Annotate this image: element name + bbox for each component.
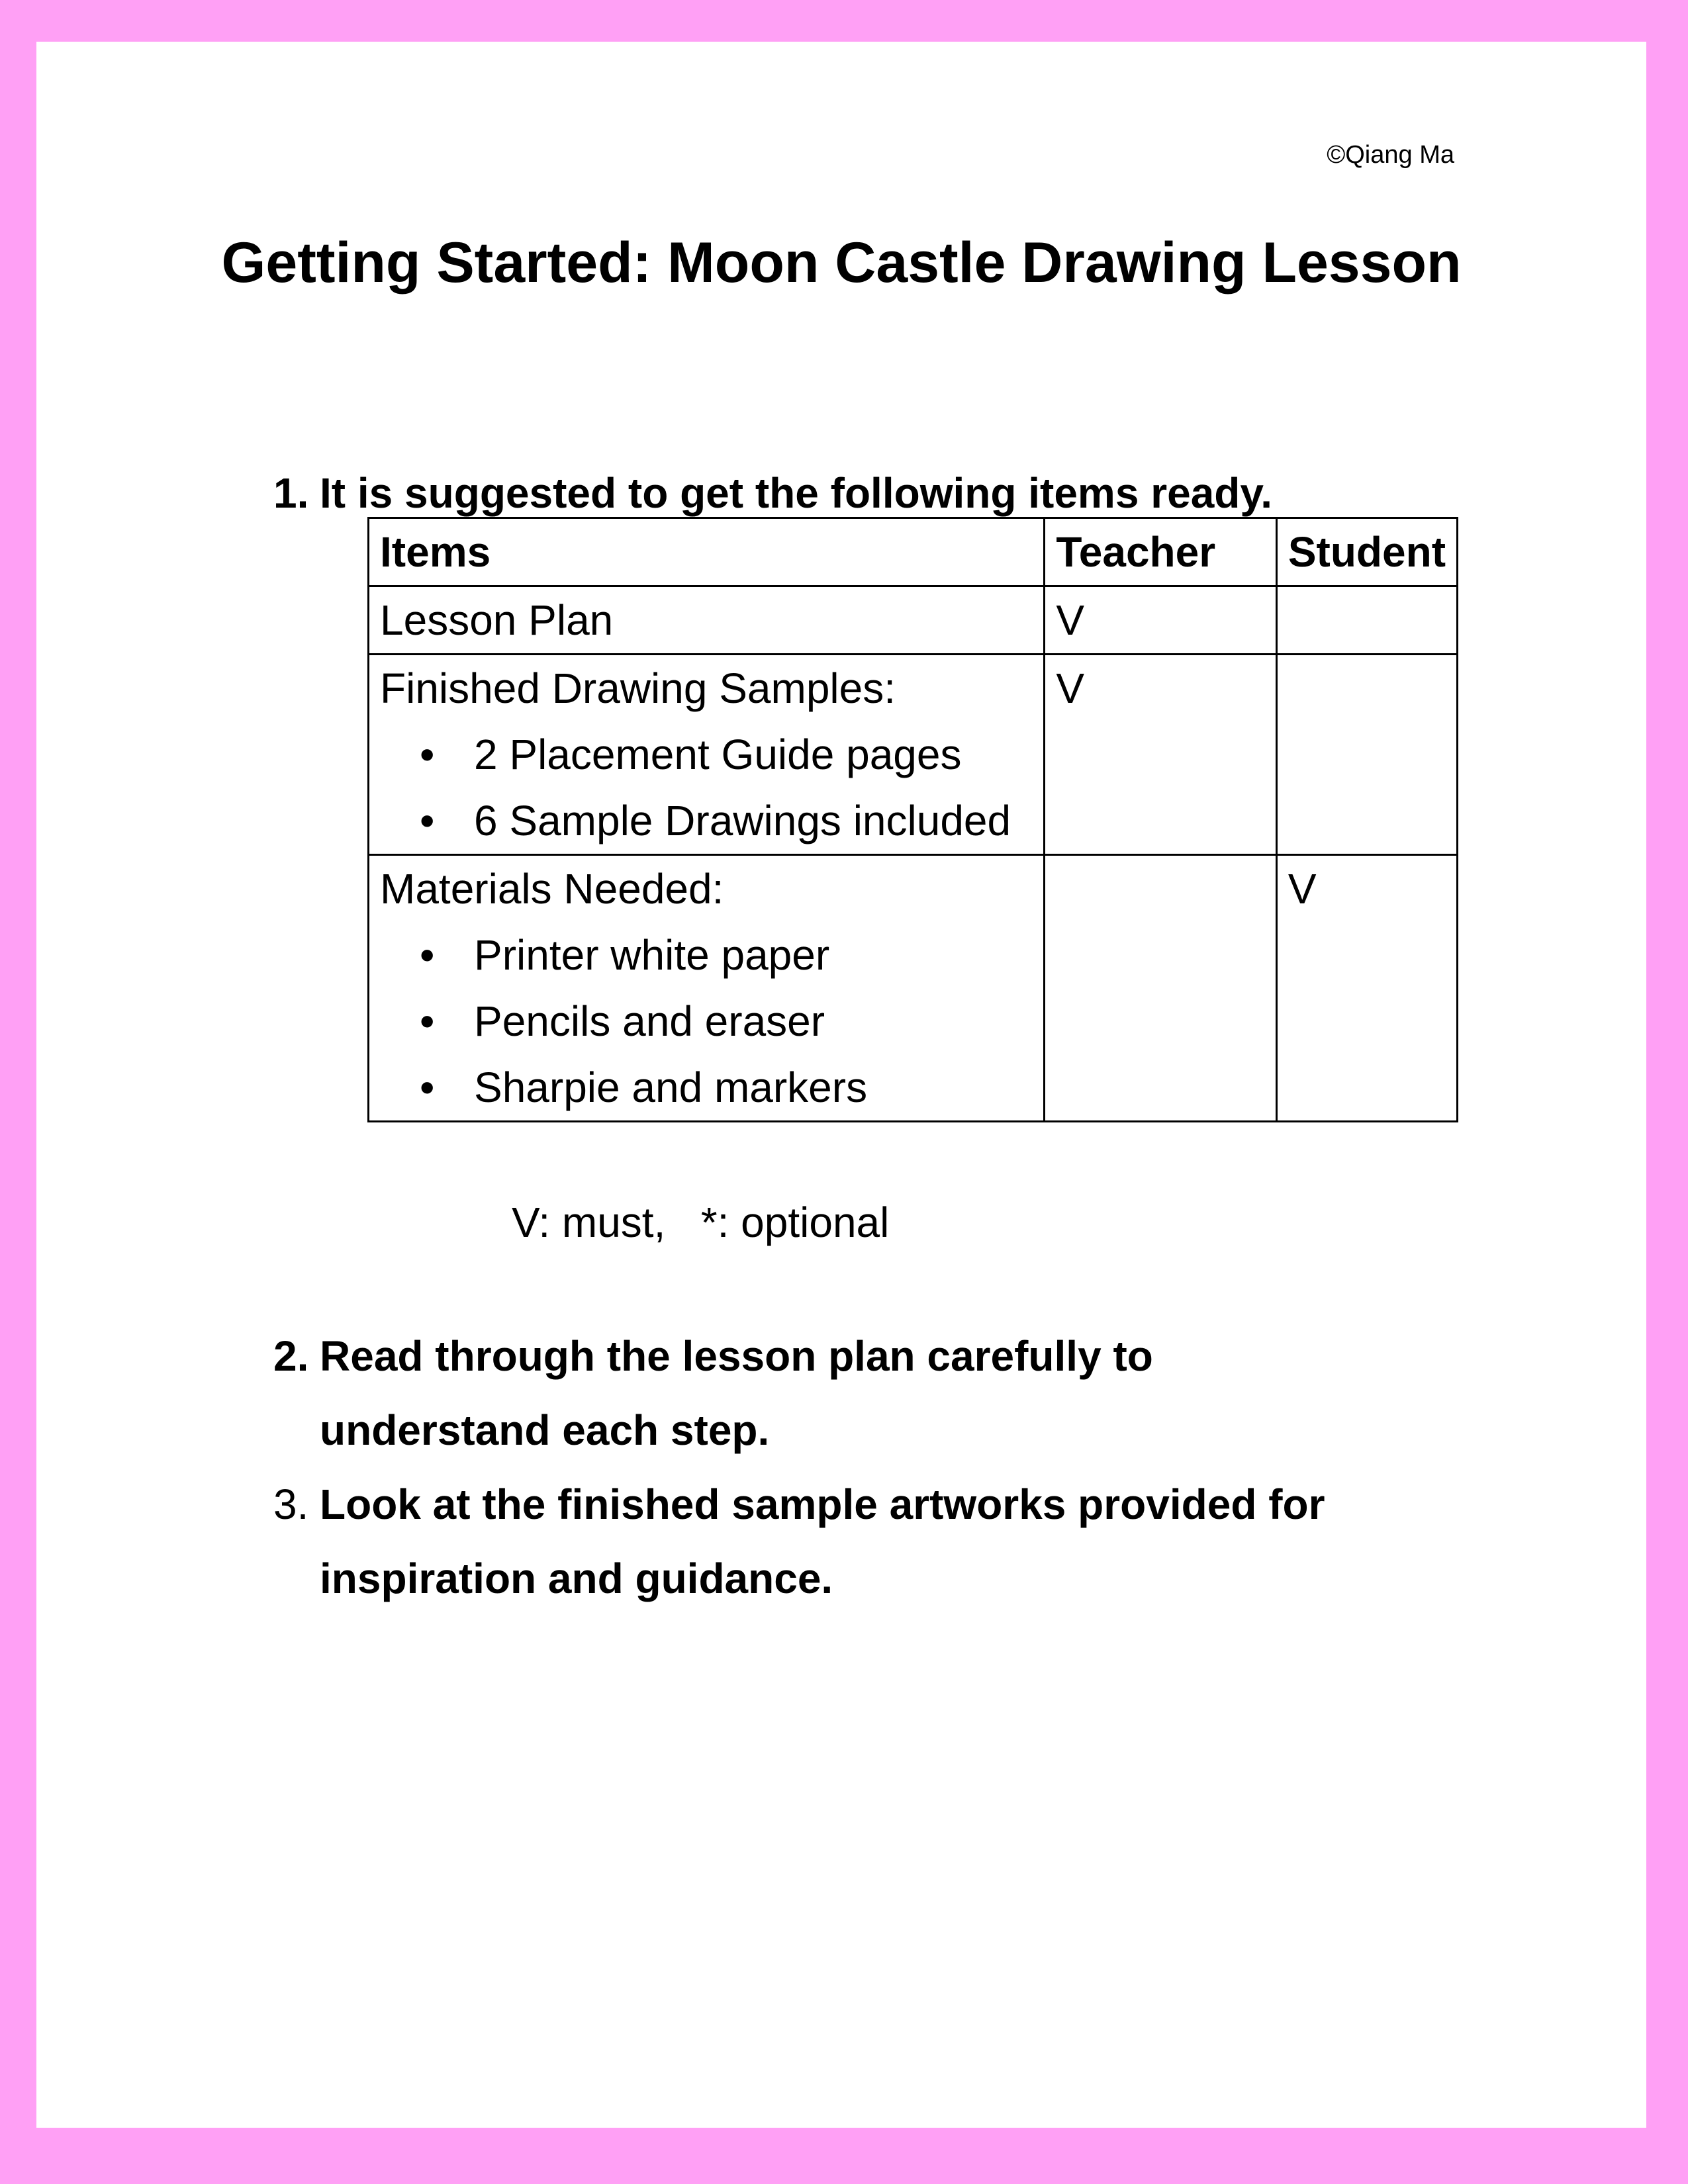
step-text: It is suggested to get the following items ready. xyxy=(320,469,1272,517)
legend-optional: *: optional xyxy=(700,1199,890,1246)
header-student: Student xyxy=(1276,518,1457,586)
row-teacher-mark xyxy=(1045,855,1276,1122)
table-legend xyxy=(512,1189,889,1255)
table-header-row xyxy=(369,518,1458,586)
table-row xyxy=(369,655,1458,855)
list-item: • 6 Sample Drawings included xyxy=(420,788,1033,854)
step-text-line: Read through the lesson plan carefully to xyxy=(320,1332,1153,1380)
row-item-label: Materials Needed: xyxy=(380,865,724,913)
row-item xyxy=(369,855,1045,1122)
table-row xyxy=(369,586,1458,655)
header-teacher: Teacher xyxy=(1045,518,1276,586)
row-student-mark: V xyxy=(1276,855,1457,1122)
legend-must: V: must, xyxy=(512,1199,666,1246)
list-item: • Sharpie and markers xyxy=(420,1054,1033,1120)
step-number: 3. xyxy=(273,1480,309,1528)
row-item-label: Finished Drawing Samples: xyxy=(380,664,896,712)
page-title: Getting Started: Moon Castle Drawing Lesson xyxy=(221,231,1462,295)
step-text-line: Look at the finished sample artworks provided for xyxy=(320,1480,1325,1528)
table-row xyxy=(369,855,1458,1122)
header-items: Items xyxy=(369,518,1045,586)
list-item: • Printer white paper xyxy=(420,922,1033,988)
items-table xyxy=(367,517,1458,1122)
list-item: • 2 Placement Guide pages xyxy=(420,721,1033,788)
copyright-notice: ©Qiang Ma xyxy=(1327,141,1454,169)
step-text xyxy=(320,1319,1153,1467)
list-item: • Pencils and eraser xyxy=(420,988,1033,1054)
document-page xyxy=(36,42,1646,2128)
row-item-label: Lesson Plan xyxy=(380,596,614,644)
row-student-mark xyxy=(1276,586,1457,655)
row-teacher-mark: V xyxy=(1045,586,1276,655)
step-text xyxy=(320,1467,1325,1615)
row-item xyxy=(369,586,1045,655)
step-number: 1. xyxy=(273,469,309,517)
row-student-mark xyxy=(1276,655,1457,855)
bullet-list xyxy=(380,721,1033,854)
step-number: 2. xyxy=(273,1332,309,1380)
bullet-list xyxy=(380,922,1033,1120)
row-teacher-mark: V xyxy=(1045,655,1276,855)
row-item xyxy=(369,655,1045,855)
step-text-line: understand each step. xyxy=(320,1406,770,1454)
step-text-line: inspiration and guidance. xyxy=(320,1555,833,1602)
